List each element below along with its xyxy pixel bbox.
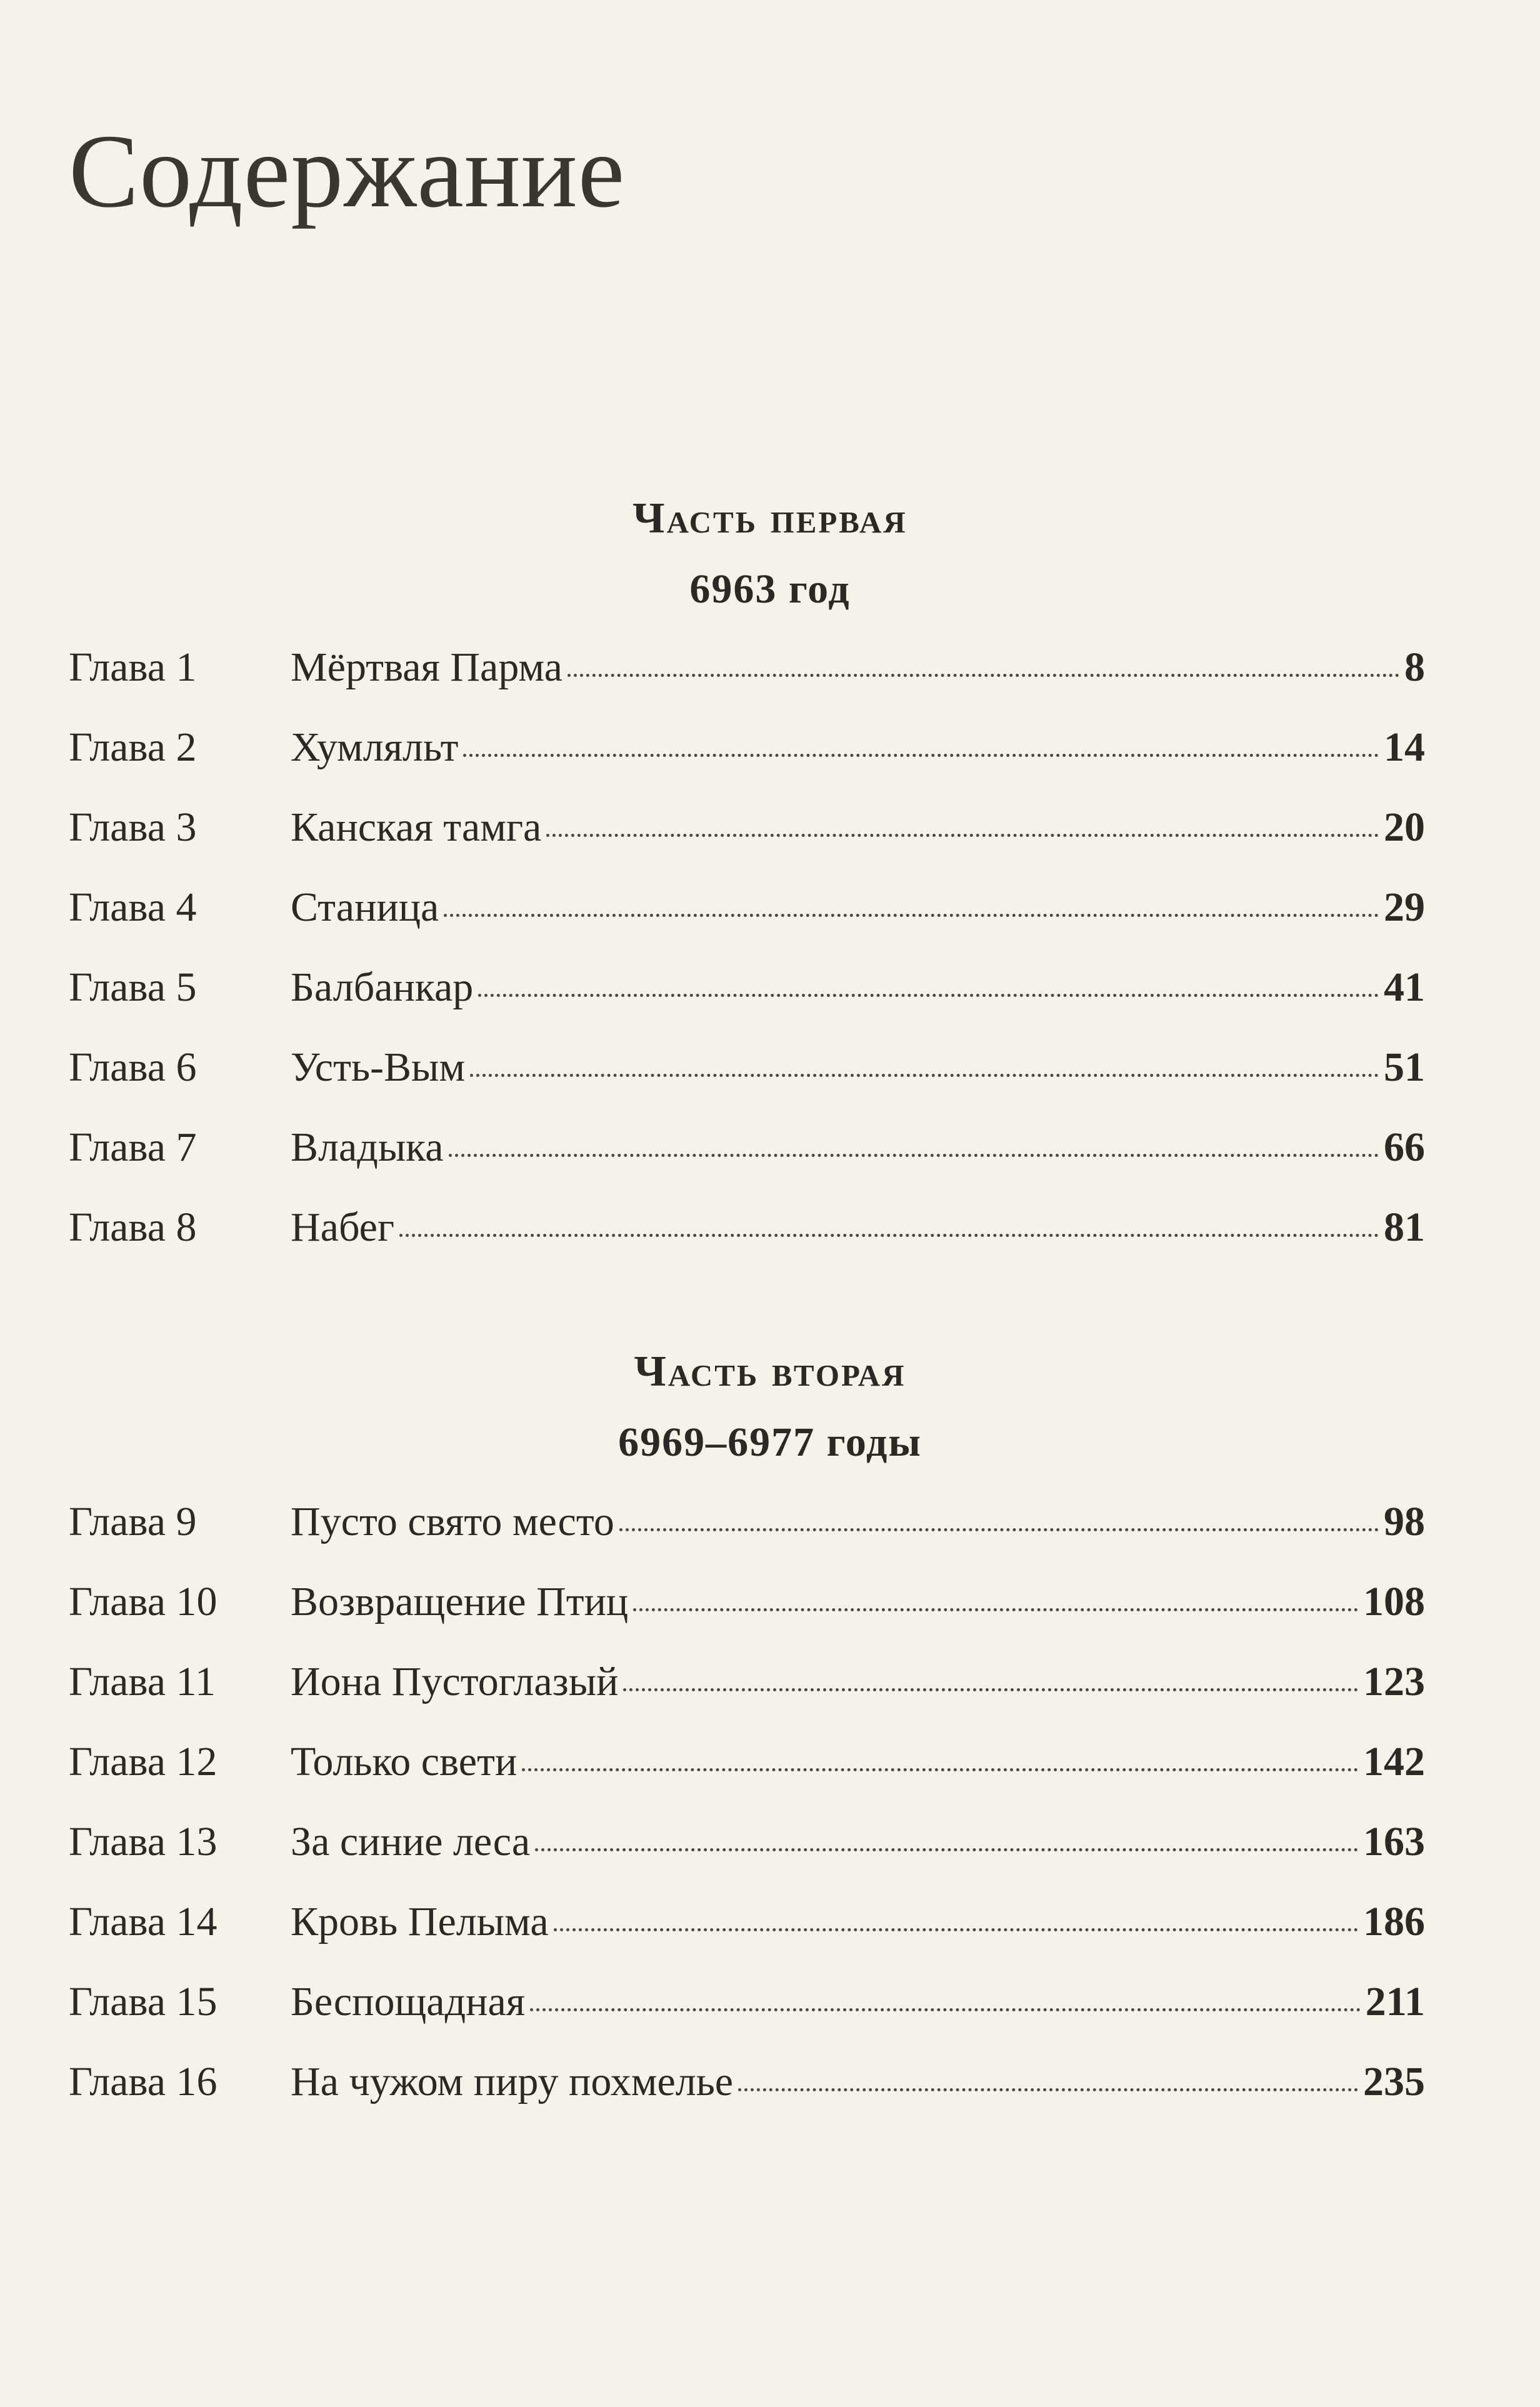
dot-leader	[478, 994, 1379, 997]
page-title: Содержание	[69, 113, 626, 229]
toc-entry-chapter-3[interactable]	[69, 804, 1425, 860]
toc-entry-chapter-6[interactable]	[69, 1044, 1425, 1100]
chapter-title: За синие леса	[291, 1819, 531, 1864]
dot-leader	[738, 2088, 1358, 2091]
chapter-number: Глава 7	[69, 1124, 197, 1170]
chapter-number: Глава 5	[69, 964, 197, 1010]
toc-entry-chapter-14[interactable]	[69, 1898, 1425, 1954]
dot-leader	[463, 754, 1379, 757]
chapter-number: Глава 3	[69, 804, 197, 850]
page-number: 29	[1384, 884, 1425, 930]
toc-entry-chapter-10[interactable]	[69, 1578, 1425, 1634]
toc-entry-chapter-7[interactable]	[69, 1124, 1425, 1180]
chapter-number: Глава 14	[69, 1899, 218, 1944]
toc-entry-chapter-9[interactable]	[69, 1498, 1425, 1554]
chapter-title: Хумляльт	[291, 724, 459, 770]
chapter-title: Только свети	[291, 1739, 518, 1784]
page-number: 41	[1384, 964, 1425, 1010]
chapter-number: Глава 6	[69, 1044, 197, 1090]
chapter-number: Глава 12	[69, 1739, 218, 1784]
chapter-number: Глава 2	[69, 724, 197, 770]
toc-entry-chapter-5[interactable]	[69, 964, 1425, 1020]
dot-leader	[449, 1154, 1379, 1157]
page-number: 20	[1384, 804, 1425, 850]
page-number: 186	[1363, 1899, 1425, 1944]
dot-leader	[535, 1848, 1358, 1851]
dot-leader	[623, 1688, 1358, 1691]
chapter-number: Глава 8	[69, 1204, 197, 1250]
chapter-number: Глава 10	[69, 1579, 218, 1624]
dot-leader	[619, 1528, 1379, 1531]
dot-leader	[554, 1928, 1358, 1931]
dot-leader	[530, 2008, 1361, 2011]
chapter-title: Канская тамга	[291, 804, 542, 850]
page-number: 81	[1384, 1204, 1425, 1250]
chapter-title: Усть-Вым	[291, 1044, 466, 1090]
chapter-title: Станица	[291, 884, 439, 930]
chapter-title: Владыка	[291, 1124, 444, 1170]
page-number: 66	[1384, 1124, 1425, 1170]
chapter-title: Иона Пустоглазый	[291, 1659, 619, 1704]
part-2-label: Часть вторая	[634, 1348, 906, 1396]
dot-leader	[522, 1768, 1358, 1771]
chapter-number: Глава 1	[69, 644, 197, 690]
chapter-number: Глава 4	[69, 884, 197, 930]
toc-entry-chapter-15[interactable]	[69, 1978, 1425, 2034]
toc-entry-chapter-13[interactable]	[69, 1818, 1425, 1874]
page-number: 108	[1363, 1579, 1425, 1624]
toc-entry-chapter-16[interactable]	[69, 2058, 1425, 2114]
chapter-title: Пусто свято место	[291, 1499, 614, 1544]
chapter-number: Глава 16	[69, 2059, 218, 2104]
chapter-title: Набег	[291, 1204, 395, 1250]
dot-leader	[546, 834, 1379, 837]
page-number: 51	[1384, 1044, 1425, 1090]
dot-leader	[444, 914, 1379, 917]
toc-entry-chapter-11[interactable]	[69, 1658, 1425, 1714]
part-2-years: 6969–6977 годы	[618, 1419, 922, 1465]
page-number: 14	[1384, 724, 1425, 770]
page-number: 142	[1363, 1739, 1425, 1784]
part-1-years: 6963 год	[689, 566, 851, 612]
toc-entry-chapter-8[interactable]	[69, 1204, 1425, 1260]
toc-entry-chapter-4[interactable]	[69, 884, 1425, 940]
dot-leader	[633, 1608, 1358, 1611]
page-number: 8	[1404, 644, 1425, 690]
page-number: 98	[1384, 1499, 1425, 1544]
chapter-title: Беспощадная	[291, 1979, 526, 2024]
page-number: 123	[1363, 1659, 1425, 1704]
page-number: 163	[1363, 1819, 1425, 1864]
toc-entry-chapter-2[interactable]	[69, 724, 1425, 780]
dot-leader	[399, 1234, 1379, 1237]
chapter-title: На чужом пиру похмелье	[291, 2059, 734, 2104]
chapter-number: Глава 15	[69, 1979, 218, 2024]
chapter-title: Мёртвая Парма	[291, 644, 562, 690]
chapter-title: Балбанкар	[291, 964, 474, 1010]
page-number: 211	[1365, 1979, 1425, 2024]
dot-leader	[568, 674, 1399, 677]
page-number: 235	[1363, 2059, 1425, 2104]
toc-entry-chapter-12[interactable]	[69, 1738, 1425, 1794]
chapter-title: Кровь Пелыма	[291, 1899, 549, 1944]
dot-leader	[470, 1074, 1379, 1077]
toc-entry-chapter-1[interactable]	[69, 644, 1425, 700]
chapter-number: Глава 13	[69, 1819, 218, 1864]
chapter-number: Глава 9	[69, 1499, 197, 1544]
chapter-title: Возвращение Птиц	[291, 1579, 629, 1624]
chapter-number: Глава 11	[69, 1659, 216, 1704]
part-1-label: Часть первая	[632, 494, 908, 543]
